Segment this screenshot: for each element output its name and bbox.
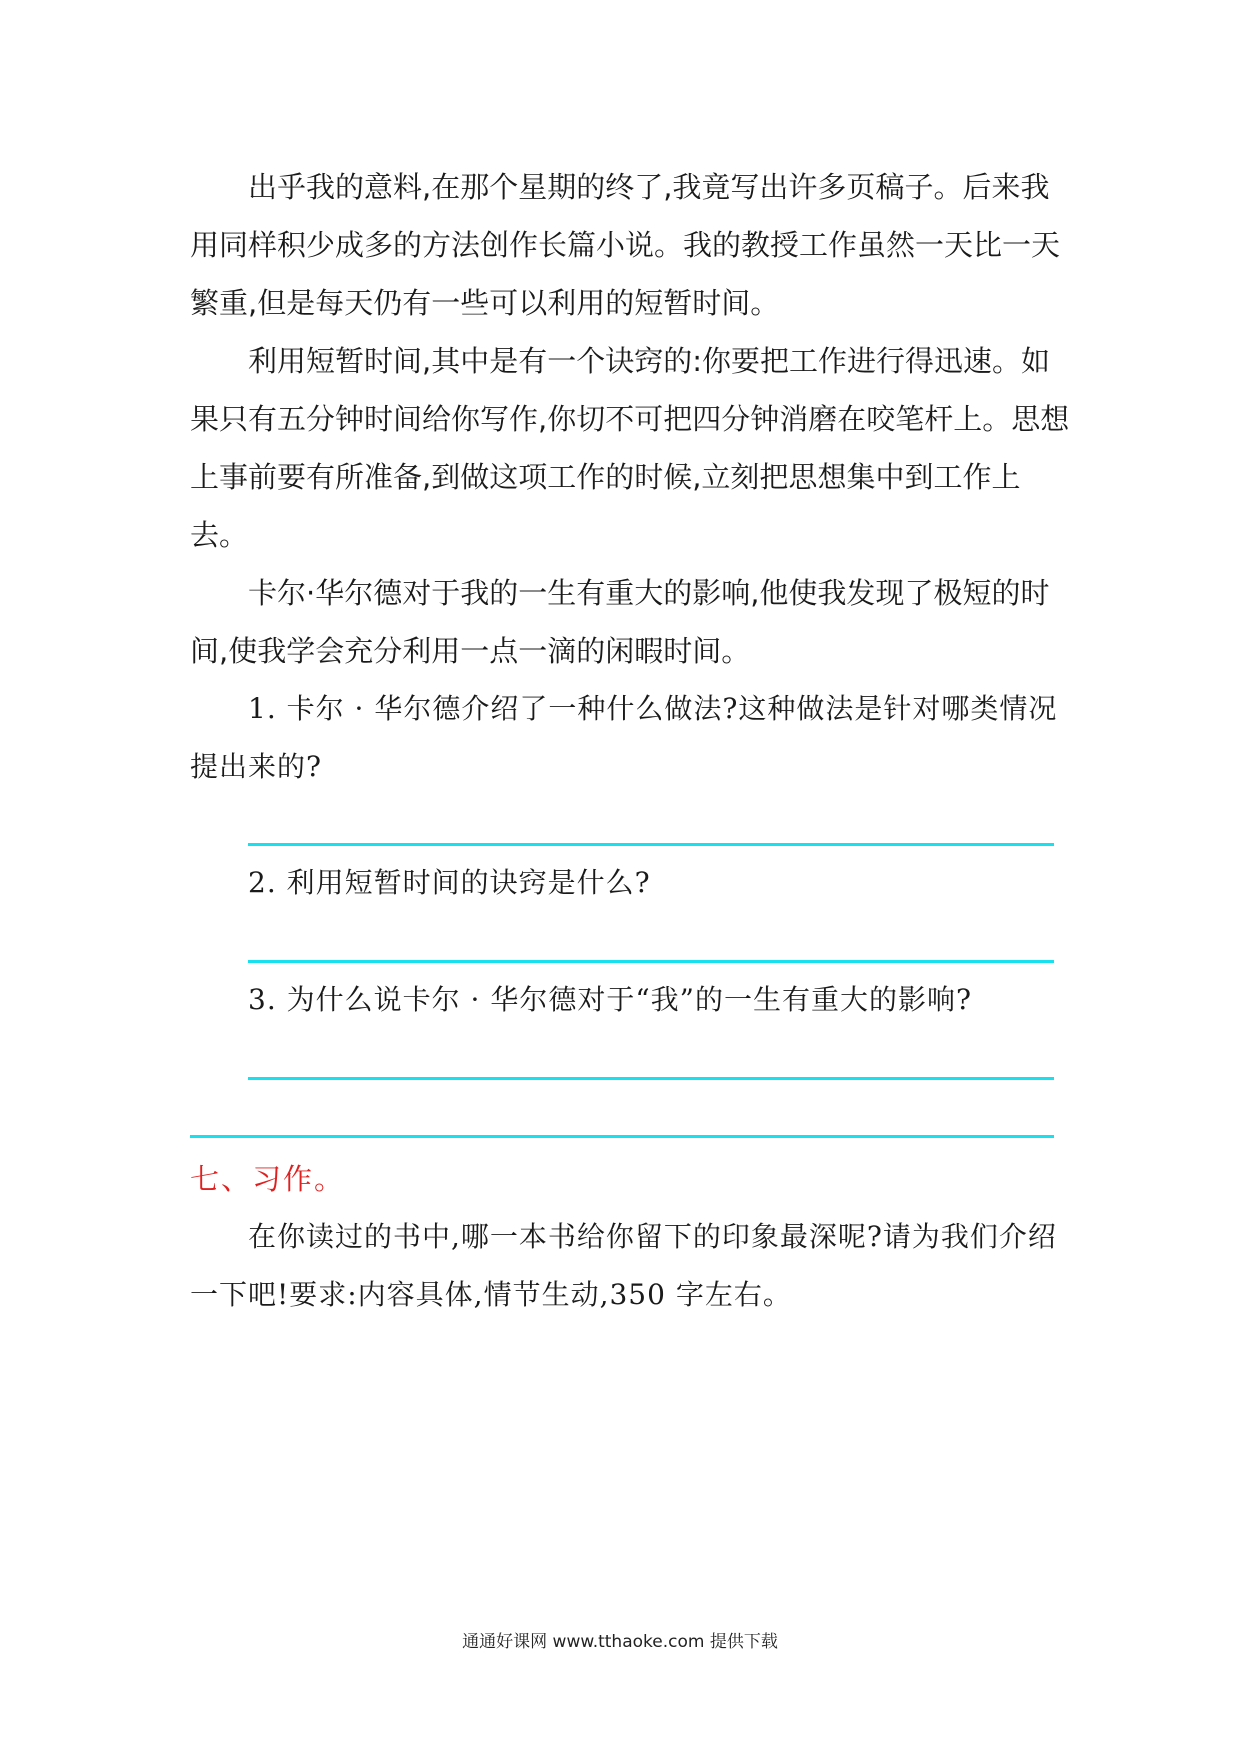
answer-line-4[interactable]: [190, 1135, 1054, 1138]
writing-prompt: 在你读过的书中,哪一本书给你留下的印象最深呢?请为我们介绍一下吧!要求:内容具体,情节生动,350 字左右。: [190, 1220, 1057, 1311]
footer-credit: 通通好课网 www.tthaoke.com 提供下载: [462, 1632, 778, 1652]
question-2: 2. 利用短暂时间的诀窍是什么?: [248, 866, 651, 899]
question-1: 1. 卡尔 · 华尔德介绍了一种什么做法?这种做法是针对哪类情况提出来的?: [190, 692, 1058, 783]
answer-line-3[interactable]: [248, 1077, 1054, 1080]
answer-line-1[interactable]: [248, 843, 1054, 846]
question-3: 3. 为什么说卡尔 · 华尔德对于“我”的一生有重大的影响?: [248, 983, 972, 1016]
passage-paragraph-3: 卡尔·华尔德对于我的一生有重大的影响,他使我发现了极短的时间,使我学会充分利用一点一滴的闲暇时间。: [190, 576, 1050, 668]
answer-line-2[interactable]: [248, 960, 1054, 963]
passage-paragraph-1: 出乎我的意料,在那个星期的终了,我竟写出许多页稿子。后来我用同样积少成多的方法创作长篇小说。我的教授工作虽然一天比一天繁重,但是每天仍有一些可以利用的短暂时间。: [190, 170, 1061, 320]
passage-paragraph-2: 利用短暂时间,其中是有一个诀窍的:你要把工作进行得迅速。如果只有五分钟时间给你写作,你切不可把四分钟消磨在咬笔杆上。思想上事前要有所准备,到做这项工作的时候,立刻把思想集中到工作上去。: [190, 344, 1070, 552]
section-title: 七、习作。: [190, 1162, 346, 1196]
